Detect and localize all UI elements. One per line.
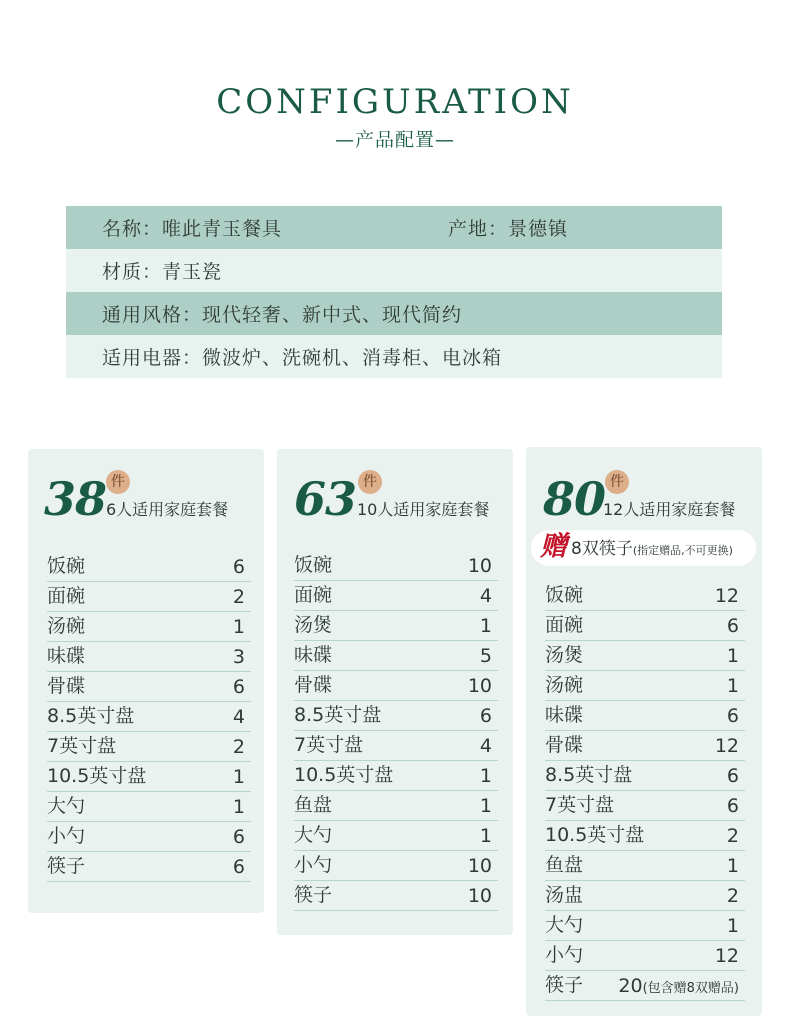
item-quantity-value: 6 xyxy=(726,765,739,787)
item-quantity-value: 1 xyxy=(232,616,245,638)
item-name: 小勺 xyxy=(294,854,333,876)
item-quantity-value: 5 xyxy=(479,645,492,667)
item-row xyxy=(47,642,251,672)
item-quantity-value: 6 xyxy=(232,856,245,878)
item-name: 汤碗 xyxy=(47,615,86,637)
item-name: 饭碗 xyxy=(545,584,584,606)
item-quantity xyxy=(468,555,498,577)
item-row xyxy=(294,611,498,641)
item-quantity xyxy=(233,796,251,818)
item-quantity xyxy=(233,586,251,608)
set-description: 10人适用家庭套餐 xyxy=(357,500,490,519)
item-quantity-value: 2 xyxy=(726,825,739,847)
item-row xyxy=(545,701,745,731)
item-name: 10.5英寸盘 xyxy=(294,764,394,786)
item-quantity-value: 1 xyxy=(479,825,492,847)
item-quantity-value: 10 xyxy=(467,885,492,907)
item-name: 7英寸盘 xyxy=(294,734,364,756)
item-row xyxy=(545,821,745,851)
title-english: CONFIGURATION xyxy=(216,82,574,122)
item-name: 汤盅 xyxy=(545,884,584,906)
item-name: 10.5英寸盘 xyxy=(47,765,147,787)
gift-text xyxy=(571,538,733,562)
item-quantity xyxy=(468,885,498,907)
item-list xyxy=(294,551,498,911)
item-row xyxy=(47,852,251,882)
item-quantity xyxy=(480,735,498,757)
item-quantity xyxy=(233,856,251,878)
item-quantity xyxy=(727,885,745,907)
item-quantity-value: 1 xyxy=(232,766,245,788)
gift-label: 赠 xyxy=(540,531,567,562)
item-quantity-value: 1 xyxy=(726,675,739,697)
item-quantity-value: 20 xyxy=(618,975,643,997)
item-quantity-value: 6 xyxy=(232,676,245,698)
item-quantity-value: 6 xyxy=(726,705,739,727)
item-quantity xyxy=(233,736,251,758)
item-quantity xyxy=(480,585,498,607)
item-name: 8.5英寸盘 xyxy=(545,764,633,786)
item-row xyxy=(47,582,251,612)
item-row xyxy=(545,881,745,911)
item-quantity-value: 6 xyxy=(479,705,492,727)
item-quantity-value: 12 xyxy=(714,945,739,967)
item-name: 7英寸盘 xyxy=(47,735,117,757)
item-row xyxy=(47,672,251,702)
item-quantity-value: 3 xyxy=(232,646,245,668)
item-row xyxy=(47,822,251,852)
item-quantity xyxy=(233,646,251,668)
item-quantity xyxy=(233,706,251,728)
item-quantity xyxy=(715,945,745,967)
item-row xyxy=(545,971,745,1001)
info-row-name-origin xyxy=(66,206,722,249)
item-row xyxy=(294,881,498,911)
item-quantity-value: 2 xyxy=(232,586,245,608)
item-quantity-value: 1 xyxy=(232,796,245,818)
item-name: 饭碗 xyxy=(294,554,333,576)
item-name: 筷子 xyxy=(47,855,86,877)
item-row xyxy=(545,911,745,941)
item-quantity xyxy=(480,645,498,667)
item-row xyxy=(294,581,498,611)
item-row xyxy=(294,821,498,851)
item-name: 筷子 xyxy=(294,884,333,906)
item-quantity xyxy=(480,615,498,637)
item-quantity xyxy=(727,915,745,937)
unit-badge: 件 xyxy=(358,470,382,494)
item-name: 骨碟 xyxy=(294,674,333,696)
item-name: 小勺 xyxy=(47,825,86,847)
gift-note: (指定赠品,不可更换) xyxy=(632,544,733,557)
info-material: 材质：青玉瓷 xyxy=(102,261,223,283)
item-quantity-value: 2 xyxy=(232,736,245,758)
info-name: 名称：唯此青玉餐具 xyxy=(102,218,283,240)
item-quantity-value: 12 xyxy=(714,585,739,607)
item-quantity xyxy=(715,735,745,757)
item-row xyxy=(294,791,498,821)
info-row-style xyxy=(66,292,722,335)
item-quantity-value: 4 xyxy=(232,706,245,728)
item-quantity xyxy=(233,616,251,638)
item-quantity xyxy=(233,676,251,698)
item-row xyxy=(47,702,251,732)
set-description: 12人适用家庭套餐 xyxy=(603,500,736,519)
item-quantity xyxy=(480,705,498,727)
item-name: 8.5英寸盘 xyxy=(294,704,382,726)
item-row xyxy=(545,581,745,611)
item-quantity xyxy=(727,705,745,727)
item-name: 味碟 xyxy=(545,704,584,726)
item-row xyxy=(545,641,745,671)
item-quantity xyxy=(468,855,498,877)
item-name: 筷子 xyxy=(545,974,584,996)
item-name: 面碗 xyxy=(545,614,584,636)
item-row xyxy=(294,851,498,881)
item-row xyxy=(47,762,251,792)
item-quantity xyxy=(468,675,498,697)
item-row xyxy=(294,761,498,791)
item-name: 大勺 xyxy=(47,795,86,817)
item-quantity-value: 6 xyxy=(232,826,245,848)
item-row xyxy=(545,611,745,641)
item-quantity xyxy=(480,795,498,817)
item-name: 大勺 xyxy=(545,914,584,936)
item-row xyxy=(294,731,498,761)
item-quantity xyxy=(480,825,498,847)
item-row xyxy=(545,671,745,701)
item-quantity xyxy=(727,765,745,787)
item-quantity-value: 4 xyxy=(479,735,492,757)
item-row xyxy=(294,701,498,731)
item-list xyxy=(545,581,745,1001)
item-row xyxy=(545,761,745,791)
item-quantity xyxy=(727,615,745,637)
item-quantity-value: 4 xyxy=(479,585,492,607)
item-row xyxy=(545,791,745,821)
item-row xyxy=(545,731,745,761)
item-note: (包含赠8双赠品) xyxy=(642,981,739,996)
item-name: 味碟 xyxy=(47,645,86,667)
gift-item: 8双筷子 xyxy=(571,539,633,559)
item-name: 小勺 xyxy=(545,944,584,966)
item-row xyxy=(47,552,251,582)
item-quantity-value: 1 xyxy=(726,855,739,877)
item-quantity-value: 1 xyxy=(726,645,739,667)
item-quantity xyxy=(233,556,251,578)
item-quantity-value: 1 xyxy=(479,795,492,817)
item-quantity xyxy=(233,826,251,848)
unit-badge: 件 xyxy=(605,470,629,494)
item-row xyxy=(47,612,251,642)
set-count: 63 xyxy=(294,472,357,526)
item-name: 饭碗 xyxy=(47,555,86,577)
item-quantity xyxy=(727,795,745,817)
item-row xyxy=(294,671,498,701)
item-quantity-value: 1 xyxy=(479,765,492,787)
item-row xyxy=(545,851,745,881)
item-name: 汤煲 xyxy=(294,614,333,636)
item-row xyxy=(294,641,498,671)
item-quantity-value: 10 xyxy=(467,555,492,577)
item-name: 鱼盘 xyxy=(294,794,333,816)
info-origin: 产地：景德镇 xyxy=(448,218,569,240)
item-row xyxy=(545,941,745,971)
set-count: 80 xyxy=(543,472,606,526)
item-quantity-value: 12 xyxy=(714,735,739,757)
info-style: 通用风格：现代轻奢、新中式、现代简约 xyxy=(102,304,463,326)
item-name: 汤碗 xyxy=(545,674,584,696)
set-description: 6人适用家庭套餐 xyxy=(106,500,229,519)
item-list xyxy=(47,552,251,882)
item-quantity xyxy=(727,825,745,847)
product-info-table xyxy=(66,206,722,378)
item-name: 10.5英寸盘 xyxy=(545,824,645,846)
item-name: 汤煲 xyxy=(545,644,584,666)
item-name: 鱼盘 xyxy=(545,854,584,876)
item-name: 味碟 xyxy=(294,644,333,666)
item-quantity xyxy=(715,585,745,607)
unit-badge: 件 xyxy=(106,470,130,494)
item-quantity-value: 6 xyxy=(232,556,245,578)
item-name: 骨碟 xyxy=(47,675,86,697)
item-row xyxy=(47,732,251,762)
item-quantity xyxy=(727,675,745,697)
title-chinese: —产品配置— xyxy=(334,129,455,151)
item-name: 面碗 xyxy=(294,584,333,606)
item-quantity-value: 10 xyxy=(467,675,492,697)
info-row-material xyxy=(66,249,722,292)
item-quantity xyxy=(480,765,498,787)
item-quantity-value: 6 xyxy=(726,615,739,637)
info-row-appliances xyxy=(66,335,722,378)
item-name: 8.5英寸盘 xyxy=(47,705,135,727)
item-name: 7英寸盘 xyxy=(545,794,615,816)
item-quantity xyxy=(727,645,745,667)
item-quantity xyxy=(233,766,251,788)
item-quantity-value: 1 xyxy=(726,915,739,937)
set-count: 38 xyxy=(44,472,107,526)
item-quantity-value: 2 xyxy=(726,885,739,907)
item-quantity-value: 1 xyxy=(479,615,492,637)
item-name: 面碗 xyxy=(47,585,86,607)
item-row xyxy=(47,792,251,822)
item-quantity-value: 10 xyxy=(467,855,492,877)
item-name: 骨碟 xyxy=(545,734,584,756)
item-quantity xyxy=(618,975,745,997)
item-name: 大勺 xyxy=(294,824,333,846)
info-appliances: 适用电器：微波炉、洗碗机、消毒柜、电冰箱 xyxy=(102,347,503,369)
item-quantity xyxy=(727,855,745,877)
item-quantity-value: 6 xyxy=(726,795,739,817)
item-row xyxy=(294,551,498,581)
